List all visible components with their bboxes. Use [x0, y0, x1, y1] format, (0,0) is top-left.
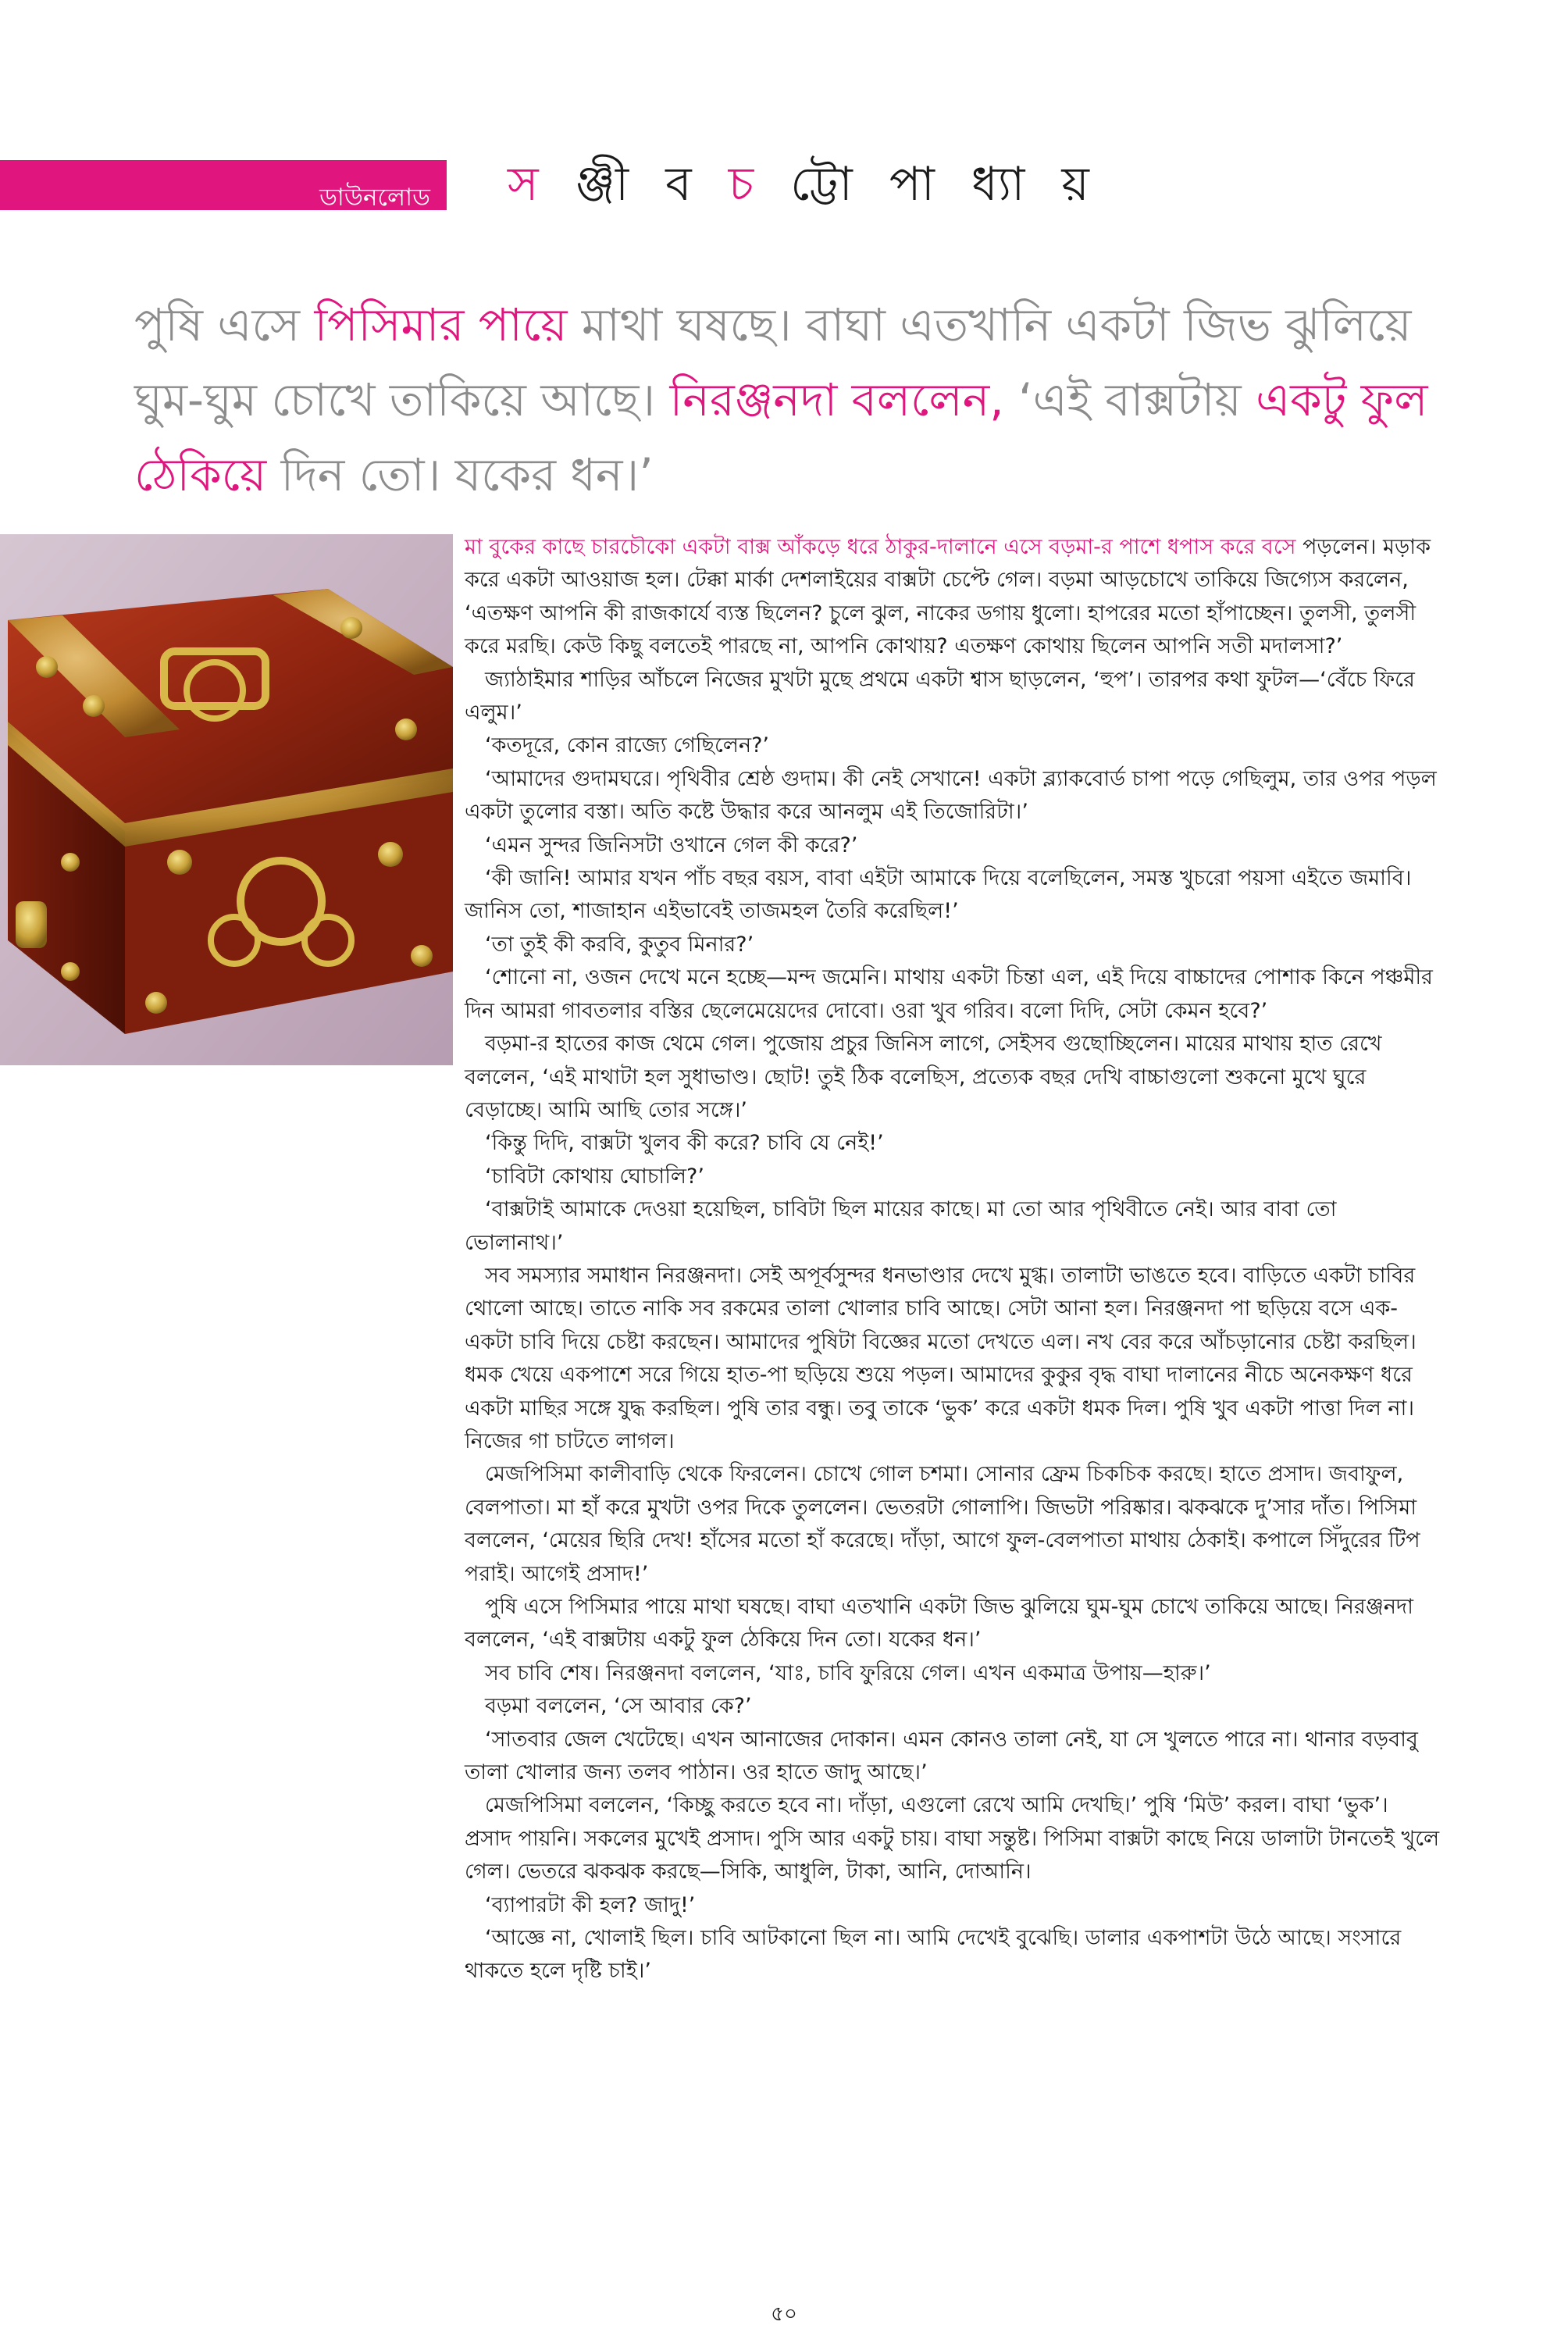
treasure-box-photo — [0, 534, 453, 1065]
pull-quote-part: দিন তো। যকের ধন।’ — [266, 448, 654, 501]
pull-quote-highlight: পিসিমার পায়ে — [314, 298, 568, 351]
paragraph: ‘আমাদের গুদামঘরে। পৃথিবীর শ্রেষ্ঠ গুদাম। কী নেই সেখানে! একটা ব্ল্যাকবোর্ড চাপা পড়ে গেছিলুম, তার ওপর পড়ল একটা তুলোর বস্তা। অতি কষ্টে উদ্ধার করে আনলুম এই তিজোরিটা।’ — [465, 766, 1437, 825]
pull-quote — [134, 287, 1462, 512]
author-part: চ — [728, 157, 765, 212]
paragraph: ‘কতদূরে, কোন রাজ্যে গেছিলেন?’ — [485, 733, 769, 758]
author-part: ট্টো পা ধ্যা য় — [790, 157, 1100, 212]
paragraph: পুষি এসে পিসিমার পায়ে মাথা ঘষছে। বাঘা এতখানি একটা জিভ ঝুলিয়ে ঘুম-ঘুম চোখে তাকিয়ে আছে। নিরঞ্জনদা বললেন, ‘এই বাক্সটায় একটু ফুল ঠেকিয়ে দিন তো। যকের ধন।’ — [465, 1595, 1413, 1653]
author-part: স — [508, 157, 550, 212]
paragraph: ‘সাতবার জেল খেটেছে। এখন আনাজের দোকান। এমন কোনও তালা নেই, যা সে খুলতে পারে না। থানার বড়বাবু তালা খোলার জন্য তলব পাঠান। ওর হাতে জাদু আছে।’ — [465, 1727, 1418, 1785]
paragraph: ‘শোনো না, ওজন দেখে মনে হচ্ছে—মন্দ জমেনি। মাথায় একটা চিন্তা এল, এই দিয়ে বাচ্চাদের পোশাক কিনে পঞ্চমীর দিন আমরা গাবতলার বস্তির ছেলেমেয়েদের দোবো। ওরা খুব গরিব। বলো দিদি, সেটা কেমন হবে?’ — [465, 965, 1433, 1023]
author-part: ঞ্জী ব — [575, 157, 703, 212]
paragraph: ‘আজ্ঞে না, খোলাই ছিল। চাবি আটকানো ছিল না। আমি দেখেই বুঝেছি। ডালার একপাশটা উঠে আছে। সংসারে থাকতে হলে দৃষ্টি চাই।’ — [465, 1926, 1402, 1984]
paragraph: ‘ব্যাপারটা কী হল? জাদু!’ — [485, 1892, 696, 1917]
paragraph: ‘এমন সুন্দর জিনিসটা ওখানে গেল কী করে?’ — [485, 833, 858, 858]
pull-quote-part: ‘এই বাক্সটায় — [1003, 373, 1256, 426]
lead-highlight: মা বুকের কাছে চারচৌকো একটা বাক্স আঁকড়ে ধরে ঠাকুর-দালানে এসে বড়মা-র পাশে ধপাস করে বসে — [465, 535, 1296, 559]
paragraph: বড়মা-র হাতের কাজ থেমে গেল। পুজোয় প্রচুর জিনিস লাগে, সেইসব গুছোচ্ছিলেন। মায়ের মাথায় হাত রেখে বললেন, ‘এই মাথাটা হল সুধাভাণ্ড। ছোট! তুই ঠিক বলেছিস, প্রত্যেক বছর দেখি বাচ্চাগুলো শুকনো মুখে ঘুরে বেড়াচ্ছে। আমি আছি তোর সঙ্গে।’ — [465, 1032, 1382, 1122]
page-number: ৫০ — [771, 2302, 797, 2326]
section-tag: ডাউনলোড — [319, 184, 430, 212]
paragraph: ‘তা তুই কী করবি, কুতুব মিনার?’ — [485, 932, 754, 957]
pull-quote-highlight: একটু ফুল ঠেকিয়ে — [134, 373, 1428, 501]
lead-paragraph — [465, 531, 1441, 664]
story-body — [465, 531, 1441, 1988]
paragraph: বড়মা বললেন, ‘সে আবার কে?’ — [485, 1694, 752, 1719]
paragraph: জ্যাঠাইমার শাড়ির আঁচলে নিজের মুখটা মুছে প্রথমে একটা শ্বাস ছাড়লেন, ‘হুপ’। তারপর কথা ফুটল—‘বেঁচে ফিরে এলুম।’ — [465, 667, 1415, 726]
paragraph: সব সমস্যার সমাধান নিরঞ্জনদা। সেই অপূর্বসুন্দর ধনভাণ্ডার দেখে মুগ্ধ। তালাটা ভাঙতে হবে। বাড়িতে একটা চাবির থোলো আছে। তাতে নাকি সব রকমের তালা খোলার চাবি আছে। সেটা আনা হল। নিরঞ্জনদা পা ছড়িয়ে বসে এক-একটা চাবি দিয়ে চেষ্টা করছেন। আমাদের পুষিটা বিজ্ঞের মতো দেখতে এল। নখ বের করে আঁচড়ানোর চেষ্টা করছিল। ধমক খেয়ে একপাশে সরে গিয়ে হাত-পা ছড়িয়ে শুয়ে পড়ল। আমাদের কুকুর বৃদ্ধ বাঘা দালানের নীচে অনেকক্ষণ ধরে একটা মাছির সঙ্গে যুদ্ধ করছিল। পুষি তার বন্ধু। তবু তাকে ‘ভুক’ করে একটা ধমক দিল। পুষি খুব একটা পাত্তা দিল না। নিজের গা চাটতে লাগল। — [465, 1263, 1417, 1453]
lead-text: পড়লেন। মড়াক করে একটা আওয়াজ হল। টেক্কা মার্কা দেশলাইয়ের বাক্সটা চেপ্টে গেল। বড়মা আড়চোখে তাকিয়ে জিগ্যেস করলেন, ‘এতক্ষণ আপনি কী রাজকার্যে ব্যস্ত ছিলেন? চুলে ঝুল, নাকের ডগায় ধুলো। হাপরের মতো হাঁপাচ্ছেন। তুলসী, তুলসী করে মরছি। কেউ কিছু বলতেই পারছে না, আপনি কোথায়? এতক্ষণ কোথায় ছিলেন আপনি সতী মদালসা?’ — [465, 535, 1431, 659]
pull-quote-part: মাথা ঘষছে। বাঘা এতখানি একটা জিভ ঝুলিয়ে ঘুম-ঘুম চোখে তাকিয়ে আছে। — [134, 298, 1412, 426]
pull-quote-part: পুষি এসে — [134, 298, 315, 351]
paragraph: ‘কিন্তু দিদি, বাক্সটা খুলব কী করে? চাবি যে নেই!’ — [485, 1131, 884, 1156]
paragraph: মেজপিসিমা কালীবাড়ি থেকে ফিরলেন। চোখে গোল চশমা। সোনার ফ্রেম চিকচিক করছে। হাতে প্রসাদ। জবাফুল, বেলপাতা। মা হাঁ করে মুখটা ওপর দিকে তুললেন। ভেতরটা গোলাপি। জিভটা পরিষ্কার। ঝকঝকে দু’সার দাঁত। পিসিমা বললেন, ‘মেয়ের ছিরি দেখ! হাঁসের মতো হাঁ করেছে। দাঁড়া, আগে ফুল-বেলপাতা মাথায় ঠেকাই। কপালে সিঁদুরের টিপ পরাই। আগেই প্রসাদ!’ — [465, 1462, 1420, 1586]
paragraph: ‘কী জানি! আমার যখন পাঁচ বছর বয়স, বাবা এইটা আমাকে দিয়ে বলেছিলেন, সমস্ত খুচরো পয়সা এইতে জমাবি। জানিস তো, শাজাহান এইভাবেই তাজমহল তৈরি করেছিল!’ — [465, 866, 1412, 924]
pull-quote-highlight: নিরঞ্জনদা বললেন, — [669, 373, 1004, 426]
author-name — [508, 153, 1100, 216]
paragraph: মেজপিসিমা বললেন, ‘কিচ্ছু করতে হবে না। দাঁড়া, এগুলো রেখে আমি দেখছি।’ পুষি ‘মিউ’ করল। বাঘা ‘ভুক’। প্রসাদ পায়নি। সকলের মুখেই প্রসাদ। পুসি আর একটু চায়। বাঘা সন্তুষ্ট। পিসিমা বাক্সটা কাছে নিয়ে ডালাটা টানতেই খুলে গেল। ভেতরে ঝকঝক করছে—সিকি, আধুলি, টাকা, আনি, দোআনি। — [465, 1793, 1440, 1885]
paragraph: ‘বাক্সটাই আমাকে দেওয়া হয়েছিল, চাবিটা ছিল মায়ের কাছে। মা তো আর পৃথিবীতে নেই। আর বাবা তো ভোলানাথ।’ — [465, 1197, 1337, 1255]
paragraph: সব চাবি শেষ। নিরঞ্জনদা বললেন, ‘যাঃ, চাবি ফুরিয়ে গেল। এখন একমাত্র উপায়—হারু।’ — [485, 1660, 1211, 1685]
ornate-treasure-box-icon — [0, 534, 453, 1065]
paragraph: ‘চাবিটা কোথায় ঘোচালি?’ — [485, 1164, 704, 1189]
